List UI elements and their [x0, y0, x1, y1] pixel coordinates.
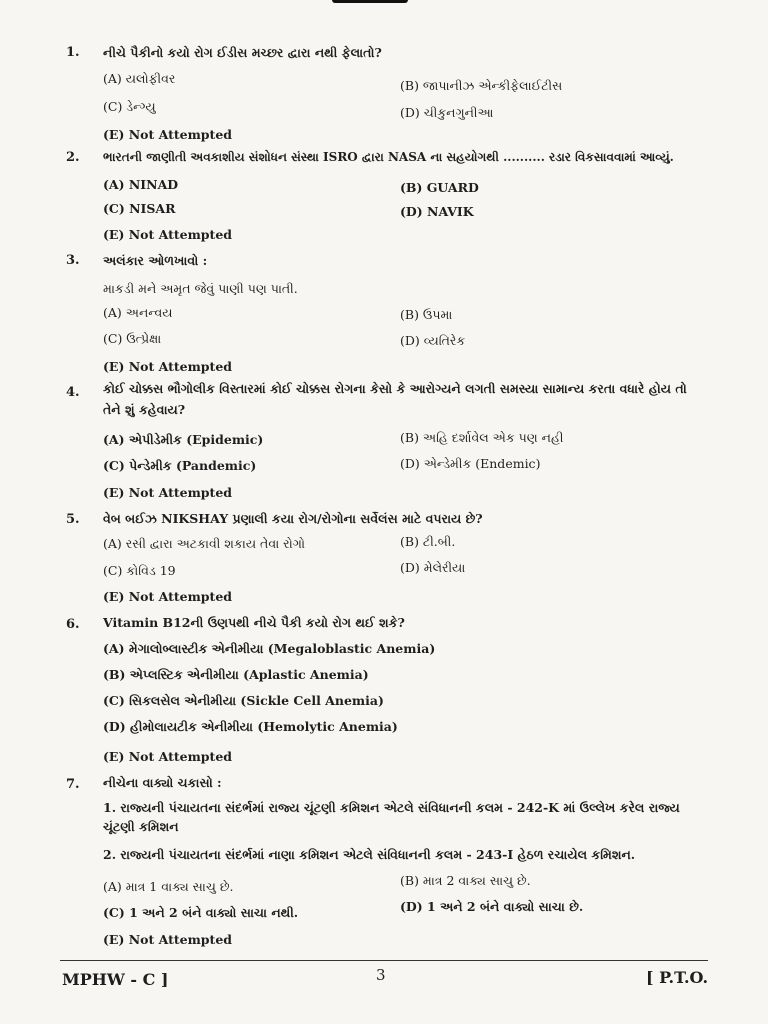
option-a[interactable]: (A) NINAD — [103, 177, 179, 192]
option-c[interactable]: (C) સિકલસેલ એનીમીયા (Sickle Cell Anemia) — [103, 693, 384, 708]
option-b[interactable]: (B) એપ્લસ્ટિક એનીમીયા (Aplastic Anemia) — [103, 667, 369, 682]
statement-1: 1. રાજ્યની પંચાયતના સંદર્ભમાં રાજ્ય ચૂંટણી કમિશન એટલે સંવિધાનની કલમ - 242-K માં ઉલ્લેખ કરેલ રાજ્ય ચૂંટણી કમિશન — [103, 800, 680, 834]
option-b[interactable]: (B) માત્ર 2 વાક્ય સાચુ છે. — [400, 873, 531, 888]
statement-2: 2. રાજ્યની પંચાયતના સંદર્ભમાં નાણા કમિશન એટલે સંવિધાનની કલમ - 243-I હેઠળ રચાયેલ કમિશન. — [103, 847, 636, 862]
question-text: અલંકાર ઓળખાવો : — [103, 253, 208, 268]
option-b[interactable]: (B) GUARD — [400, 180, 479, 195]
option-d[interactable]: (D) વ્યતિરેક — [400, 333, 466, 348]
paper-code: MPHW - C ] — [62, 970, 169, 989]
option-e[interactable]: (E) Not Attempted — [103, 749, 233, 764]
option-d[interactable]: (D) એન્ડેમીક (Endemic) — [400, 456, 541, 471]
question-number: 1. — [66, 45, 80, 60]
option-e[interactable]: (E) Not Attempted — [103, 485, 233, 500]
option-e[interactable]: (E) Not Attempted — [103, 359, 233, 374]
option-c[interactable]: (C) પેન્ડેમીક (Pandemic) — [103, 458, 257, 473]
question-number: 7. — [66, 777, 80, 792]
option-d[interactable]: (D) ચીકુનગુનીઆ — [400, 105, 494, 120]
option-e[interactable]: (E) Not Attempted — [103, 932, 233, 947]
question-number: 2. — [66, 150, 80, 165]
question-number: 4. — [66, 385, 80, 400]
option-d[interactable]: (D) 1 અને 2 બંને વાક્યો સાચા છે. — [400, 899, 584, 914]
question-text: નીચે પૈકીનો કયો રોગ ઈડીસ મચ્છર દ્વારા નથી ફેલાતો? — [103, 45, 382, 60]
option-c[interactable]: (C) ડેન્ગ્યુ — [103, 99, 156, 114]
option-b[interactable]: (B) ટી.બી. — [400, 534, 456, 549]
option-b[interactable]: (B) ઉપમા — [400, 307, 453, 322]
question-text: વેબ બઈઝ NIKSHAY પ્રણાલી કયા રોગ/રોગોના સર્વેલંસ માટે વપરાય છે? — [103, 511, 483, 526]
pto-label: [ P.T.O. — [646, 968, 709, 987]
question-number: 5. — [66, 512, 80, 527]
option-b[interactable]: (B) અહિ દર્શાવેલ એક પણ નહી — [400, 430, 564, 445]
question-text: ભારતની જાણીતી અવકાશીય સંશોધન સંસ્થા ISRO દ્વારા NASA ના સહયોગથી .......... રડાર વિકસાવવામાં આવ્યું. — [103, 150, 674, 164]
question-number: 3. — [66, 253, 80, 268]
page-number: 3 — [376, 966, 386, 984]
option-a[interactable]: (A) એપીડેમીક (Epidemic) — [103, 432, 264, 447]
option-b[interactable]: (B) જાપાનીઝ એન્કીફેલાઈટીસ — [400, 78, 563, 93]
option-a[interactable]: (A) અનન્વય — [103, 305, 173, 320]
question-text: નીચેના વાક્યો ચકાસો : — [103, 775, 222, 790]
question-text: કોઈ ચોક્કસ ભૌગોલીક વિસ્તારમાં કોઈ ચોક્કસ રોગના કેસો કે આરોગ્યને લગતી સમસ્યા સામાન્ય કરતા વધારે હોય તો તેને શું કહેવાય? — [103, 381, 687, 417]
option-c[interactable]: (C) કોવિડ 19 — [103, 563, 176, 578]
question-subtext: માકડી મને અમૃત જેવું પાણી પણ પાતી. — [103, 281, 298, 296]
option-c[interactable]: (C) 1 અને 2 બંને વાક્યો સાચા નથી. — [103, 905, 299, 920]
option-e[interactable]: (E) Not Attempted — [103, 127, 233, 142]
option-e[interactable]: (E) Not Attempted — [103, 589, 233, 604]
question-text: Vitamin B12ની ઉણપથી નીચે પૈકી કયો રોગ થઈ શકે? — [103, 615, 405, 630]
option-c[interactable]: (C) ઉત્પ્રેક્ષા — [103, 331, 162, 346]
option-a[interactable]: (A) યલોફીવર — [103, 71, 176, 86]
option-a[interactable]: (A) મેગાલોબ્લાસ્ટીક એનીમીયા (Megaloblastic Anemia) — [103, 641, 436, 656]
option-a[interactable]: (A) રસી દ્વારા અટકાવી શકાય તેવા રોગો — [103, 536, 305, 551]
option-d[interactable]: (D) NAVIK — [400, 204, 474, 219]
option-a[interactable]: (A) માત્ર 1 વાક્ય સાચુ છે. — [103, 879, 234, 894]
footer-divider — [60, 960, 708, 961]
option-d[interactable]: (D) મેલેરીયા — [400, 560, 466, 575]
option-e[interactable]: (E) Not Attempted — [103, 227, 233, 242]
option-c[interactable]: (C) NISAR — [103, 201, 176, 216]
option-d[interactable]: (D) હીમોલાયટીક એનીમીયા (Hemolytic Anemia) — [103, 719, 398, 734]
question-number: 6. — [66, 617, 80, 632]
